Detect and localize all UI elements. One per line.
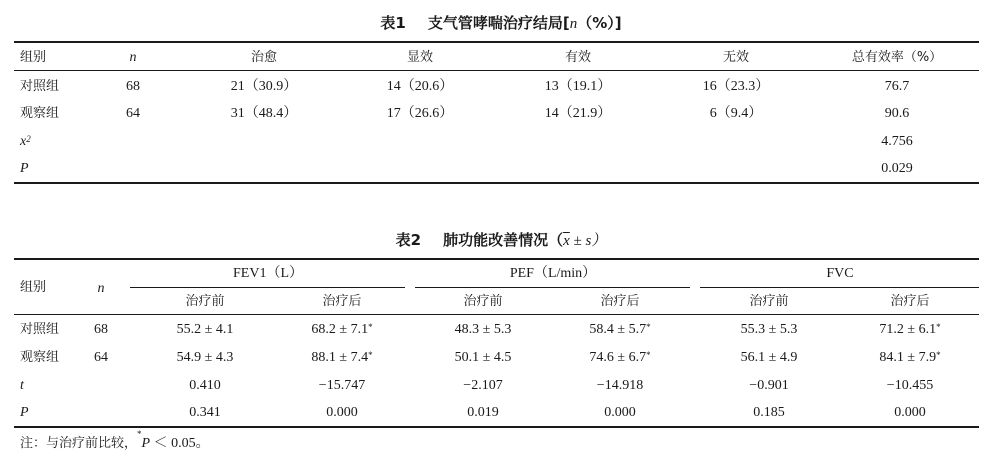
t2-p-cell-5 (894, 404, 926, 422)
t2-cell-value: 0.185 (753, 405, 785, 420)
table1-title-tail: （%）] (577, 14, 622, 32)
t2-sub-pef-after: 治疗后 (600, 294, 640, 309)
table1-top-rule (14, 41, 979, 43)
table1-title: 支气管哮喘治疗结局[ (427, 14, 570, 32)
t2-p-cell-0 (189, 404, 221, 422)
table1-caption (0, 12, 1002, 33)
t2-header-pef: PEF（L/min） (509, 266, 597, 281)
t1-row2-cure: 31（48.4） (230, 106, 298, 121)
t2-control-label: 对照组 (20, 322, 60, 337)
t1-row2-n: 64 (126, 106, 140, 121)
t2-p-cell-4 (753, 404, 785, 422)
t1-header-cure: 治愈 (250, 50, 278, 65)
t1-header-n: n (129, 50, 137, 65)
t2-observation-cell-1 (311, 349, 372, 367)
t2-t-cell-5 (887, 377, 933, 395)
t2-cell-value: 55.2 ± 4.1 (176, 322, 234, 337)
t2-t-cell-4 (749, 377, 788, 395)
t2-sub-fev1-before: 治疗前 (185, 294, 225, 309)
t2-control-n: 68 (94, 322, 108, 337)
t2-t-cell-0 (189, 377, 221, 395)
table1-number: 表1 (380, 14, 406, 32)
t2-cell-value: 74.6 ± 6.7 (589, 350, 647, 365)
significance-star: * (368, 350, 373, 360)
t2-cell-value: 71.2 ± 6.1 (879, 322, 937, 337)
t1-row1-total: 76.7 (884, 79, 910, 94)
significance-star: * (936, 350, 941, 360)
t2-t-cell-2 (463, 377, 502, 395)
t2-cell-value: 0.000 (326, 405, 358, 420)
t2-cell-value: 84.1 ± 7.9 (879, 350, 937, 365)
t1-stat-p-value: 0.029 (881, 161, 913, 176)
t2-cell-value: −10.455 (886, 378, 934, 393)
t2-cell-value: 0.410 (189, 378, 221, 393)
t2-cell-value: −0.901 (749, 378, 789, 393)
t1-row2-total: 90.6 (884, 106, 910, 121)
table2-title-tail: ± s） (569, 233, 607, 249)
t1-row1-marked: 14（20.6） (386, 79, 454, 94)
t2-cell-value: 0.000 (894, 405, 926, 420)
t1-row1-group: 对照组 (20, 79, 60, 94)
t2-t-cell-3 (597, 377, 643, 395)
significance-star: * (936, 322, 941, 332)
t2-cell-value: 48.3 ± 5.3 (454, 322, 512, 337)
t2-p-cell-2 (467, 404, 499, 422)
t2-control-cell-3 (589, 321, 650, 339)
t2-observation-label: 观察组 (20, 350, 60, 365)
t2-cell-value: −14.918 (596, 378, 644, 393)
t1-header-total-rate: 总有效率（%） (851, 50, 943, 65)
t1-row2-marked: 17（26.6） (386, 106, 454, 121)
t2-control-cell-2 (455, 321, 512, 339)
table2-fev1-rule (130, 287, 405, 288)
t2-control-cell-5 (879, 321, 940, 339)
t1-row1-effective: 13（19.1） (544, 79, 612, 94)
note-tail: ＜ 0.05。 (153, 436, 210, 451)
t2-sub-fvc-before: 治疗前 (749, 294, 789, 309)
t2-p-label: P (20, 405, 29, 420)
t1-stat-p-label: P (20, 161, 29, 176)
t1-header-ineffective: 无效 (722, 50, 750, 65)
t2-header-fvc: FVC (826, 266, 854, 281)
t2-cell-value: 68.2 ± 7.1 (311, 322, 369, 337)
t2-header-fev1: FEV1（L） (233, 266, 303, 281)
table2-title-x: $\overline{x}$ (563, 233, 570, 249)
t2-sub-pef-before: 治疗前 (463, 294, 503, 309)
t2-cell-value: 0.341 (189, 405, 221, 420)
t1-row1-n: 68 (126, 79, 140, 94)
t2-cell-value: 55.3 ± 5.3 (740, 322, 798, 337)
significance-star: * (646, 350, 651, 360)
t1-stat-chi-sup: 2 (26, 134, 31, 144)
table2-title: 肺功能改善情况（ (443, 231, 564, 249)
t1-header-marked: 显效 (406, 50, 434, 65)
t1-stat-chi-value: 4.756 (881, 134, 913, 149)
t2-cell-value: 0.019 (467, 405, 499, 420)
note-star: * (137, 429, 142, 439)
t2-cell-value: 88.1 ± 7.4 (311, 350, 369, 365)
t2-observation-cell-0 (177, 349, 234, 367)
table2-top-rule (14, 258, 979, 260)
t2-observation-cell-5 (879, 349, 940, 367)
note-prefix: 注：与治疗前比较， (20, 436, 138, 451)
t2-header-n: n (97, 281, 105, 296)
significance-star: * (368, 322, 373, 332)
t2-p-cell-1 (326, 404, 358, 422)
table2-fvc-rule (700, 287, 979, 288)
t2-control-cell-4 (741, 321, 798, 339)
t2-cell-value: 0.000 (604, 405, 636, 420)
t2-p-cell-3 (604, 404, 636, 422)
t2-t-label: t (20, 378, 24, 393)
t2-observation-cell-4 (741, 349, 798, 367)
table1-bottom-rule (14, 182, 979, 184)
table2-number: 表2 (395, 231, 422, 249)
note-p: P (141, 436, 151, 451)
t2-control-cell-1 (311, 321, 372, 339)
t2-observation-cell-3 (589, 349, 650, 367)
t1-row2-group: 观察组 (20, 106, 60, 121)
t1-row2-ineffective: 6（9.4） (709, 106, 763, 121)
t2-sub-fev1-after: 治疗后 (322, 294, 362, 309)
table2-bottom-rule (14, 426, 979, 428)
t2-t-cell-1 (319, 377, 365, 395)
t2-cell-value: 50.1 ± 4.5 (454, 350, 512, 365)
t2-cell-value: 56.1 ± 4.9 (740, 350, 798, 365)
table1-title-n: n (569, 16, 578, 32)
table2-header-rule (14, 314, 979, 315)
t1-row2-effective: 14（21.9） (544, 106, 612, 121)
t2-cell-value: 58.4 ± 5.7 (589, 322, 647, 337)
table2-pef-rule (415, 287, 690, 288)
table2-caption (0, 229, 1002, 250)
t2-cell-value: −2.107 (463, 378, 503, 393)
t1-stat-chi-symbol: x (20, 134, 27, 149)
table1-header-rule (14, 70, 979, 71)
t2-cell-value: 54.9 ± 4.3 (176, 350, 234, 365)
t2-cell-value: −15.747 (318, 378, 366, 393)
t2-observation-n: 64 (94, 350, 108, 365)
significance-star: * (646, 322, 651, 332)
t2-observation-cell-2 (455, 349, 512, 367)
t1-stat-chi-label (20, 133, 31, 151)
table2-footnote (20, 429, 210, 452)
t1-header-group: 组别 (20, 50, 47, 65)
t1-header-effective: 有效 (564, 50, 592, 65)
t2-sub-fvc-after: 治疗后 (890, 294, 930, 309)
t2-control-cell-0 (177, 321, 234, 339)
t1-row1-cure: 21（30.9） (230, 79, 298, 94)
t2-header-group: 组别 (20, 280, 47, 295)
t1-row1-ineffective: 16（23.3） (702, 79, 770, 94)
